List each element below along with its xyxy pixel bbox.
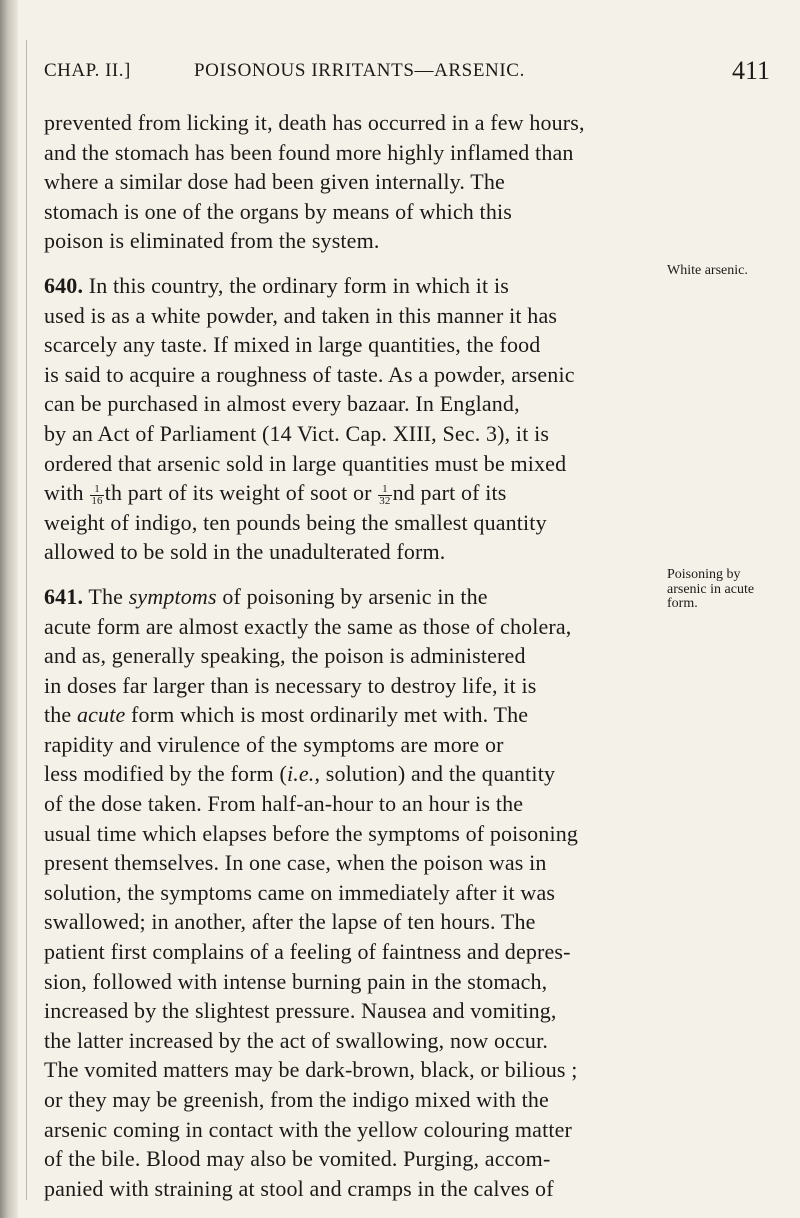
text-line: [44, 759, 654, 789]
text-line: used is as a white powder, and taken in this manner it has: [44, 302, 558, 328]
text-line: allowed to be sold in the unadulterated form.: [44, 539, 446, 565]
text-run: In this country, the ordinary form in which it is: [88, 272, 509, 298]
text-line: weight of indigo, ten pounds being the smallest quantity: [44, 509, 547, 535]
text-run: form which is most ordinarily met with. The: [131, 702, 529, 728]
text-line-with-fractions: [44, 478, 654, 508]
text-line: increased by the slightest pressure. Nausea and vomiting,: [44, 998, 557, 1024]
italic-term: i.e.: [286, 761, 315, 787]
text-line: of the bile. Blood may also be vomited. Purging, accom-: [44, 1146, 551, 1172]
text-line: and the stomach has been found more highly inflamed than: [44, 139, 574, 165]
text-line: by an Act of Parliament (14 Vict. Cap. XIII, Sec. 3), it is: [44, 420, 550, 446]
side-note-text: White arsenic.: [667, 263, 748, 278]
text-line: or they may be greenish, from the indigo mixed with the: [44, 1087, 549, 1112]
chapter-label: CHAP. II.]: [44, 60, 131, 81]
text-line: arsenic coming in contact with the yellow colouring matter: [44, 1116, 572, 1142]
paragraph-number: 641.: [44, 583, 84, 609]
running-title: POISONOUS IRRITANTS—ARSENIC.: [194, 60, 525, 81]
italic-term: symptoms: [128, 583, 217, 609]
margin-rule: [26, 40, 27, 1200]
fraction-one-sixteenth: $\frac{1}{16}$: [91, 482, 103, 507]
text-run: th part of its weight of soot or: [104, 480, 372, 506]
text-line: in doses far larger than is necessary to destroy life, it is: [44, 672, 537, 698]
text-line: poison is eliminated from the system.: [44, 228, 380, 254]
text-run: less modified by the form (: [44, 761, 287, 787]
side-note-text: form.: [667, 596, 698, 611]
italic-term: acute: [76, 702, 126, 728]
running-header: [44, 56, 770, 96]
text-line: solution, the symptoms came on immediately after it was: [44, 879, 556, 905]
text-line: stomach is one of the organs by means of which this: [44, 198, 512, 224]
text-line: can be purchased in almost every bazaar. In England,: [44, 391, 520, 417]
text-line: patient first complains of a feeling of faintness and depres-: [44, 939, 571, 965]
body-text: [44, 108, 654, 1203]
text-line: rapidity and virulence of the symptoms are more or: [44, 731, 504, 757]
side-note-text: arsenic in acute: [667, 581, 755, 597]
text-line: prevented from licking it, death has occurred in a few hours,: [44, 110, 585, 135]
text-line: [44, 700, 654, 730]
page-number: 411: [731, 56, 770, 85]
side-note-text: Poisoning by: [667, 567, 741, 582]
text-line: sion, followed with intense burning pain in the stomach,: [44, 968, 548, 994]
text-line: ordered that arsenic sold in large quantities must be mixed: [44, 450, 567, 476]
text-line: of the dose taken. From half-an-hour to an hour is the: [44, 791, 524, 817]
text-line: panied with straining at stool and cramps in the calves of: [44, 1175, 554, 1201]
paragraph-641: [44, 582, 654, 1203]
text-line: the latter increased by the act of swallowing, now occur.: [44, 1027, 548, 1053]
text-line: acute form are almost exactly the same as those of cholera,: [44, 613, 572, 639]
paragraph-number: 640.: [44, 272, 84, 298]
text-run: The: [88, 583, 124, 609]
text-line: and as, generally speaking, the poison is administered: [44, 643, 526, 669]
text-line: where a similar dose had been given internally. The: [44, 169, 505, 195]
paragraph-continued: [44, 108, 654, 256]
side-note-white-arsenic: [667, 264, 797, 279]
text-line: [44, 271, 654, 301]
text-line: present themselves. In one case, when the poison was in: [44, 850, 547, 876]
text-line: The vomited matters may be dark-brown, black, or bilious ;: [44, 1057, 578, 1083]
text-line: scarcely any taste. If mixed in large quantities, the food: [44, 332, 541, 358]
side-note-poisoning-acute: [667, 568, 797, 612]
page-gutter-shadow: [0, 0, 18, 1218]
text-line: [44, 582, 654, 612]
text-run: of poisoning by arsenic in the: [222, 583, 488, 609]
text-line: usual time which elapses before the symptoms of poisoning: [44, 820, 579, 846]
text-run: nd part of its: [392, 480, 507, 506]
text-run: with: [44, 480, 84, 506]
paragraph-640: [44, 271, 654, 567]
fraction-one-thirty-second: $\frac{1}{32}$: [379, 482, 391, 507]
text-line: swallowed; in another, after the lapse of ten hours. The: [44, 909, 536, 935]
text-run: the: [44, 702, 72, 728]
text-line: is said to acquire a roughness of taste. As a powder, arsenic: [44, 361, 575, 387]
text-run: , solution) and the quantity: [314, 761, 556, 787]
